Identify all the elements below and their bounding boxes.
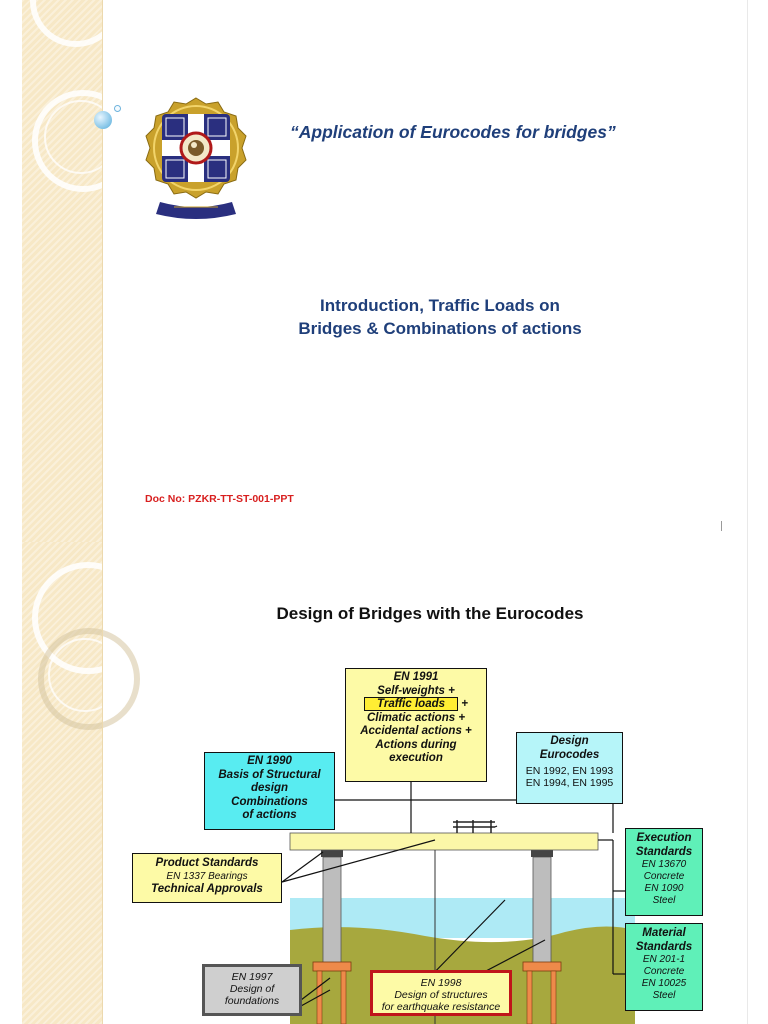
product-standards-line: EN 1337 Bearings (166, 870, 248, 882)
en1990-line: Combinations (231, 795, 308, 808)
left-pile-cap (313, 962, 351, 971)
en1991-line: Actions during (375, 738, 457, 751)
subtitle-line: Bridges & Combinations of actions (298, 319, 582, 338)
en1991-plus: + (461, 698, 468, 710)
presentation-subtitle (230, 294, 650, 340)
en1991-line: Climatic actions + (366, 711, 466, 724)
design-eurocodes-box (516, 732, 623, 804)
left-pier (323, 857, 341, 963)
decorative-side-rail (22, 0, 102, 542)
diagram-slide (0, 542, 768, 1024)
en1997-line: Design of (229, 983, 275, 995)
pile (317, 971, 322, 1024)
en1998-line: EN 1998 (420, 977, 462, 989)
material-standards-box (625, 923, 703, 1011)
subtitle-line: Introduction, Traffic Loads on (320, 296, 560, 315)
en1997-line: foundations (224, 995, 280, 1007)
rail-edge-line (102, 0, 103, 542)
execution-standards-line: Steel (652, 895, 676, 906)
decorative-side-rail (22, 542, 102, 1024)
crest-emblem-icon (140, 94, 252, 222)
material-standards-line: Standards (635, 940, 693, 953)
en1991-line: execution (389, 752, 443, 764)
en1991-title: EN 1991 (393, 671, 439, 683)
en1997-line: EN 1997 (231, 971, 273, 983)
deck-railing (453, 820, 495, 833)
en1998-box (370, 970, 512, 1016)
right-pile-cap (523, 962, 561, 971)
document-number: Doc No: PZKR-TT-ST-001-PPT (145, 493, 294, 505)
pile (341, 971, 346, 1024)
rail-edge-line (102, 542, 103, 1024)
en1998-line: for earthquake resistance (381, 1001, 501, 1013)
en1991-line: Accidental actions + (360, 725, 472, 737)
en1990-title: EN 1990 (247, 755, 292, 767)
bridge-deck (290, 833, 598, 850)
pile (551, 971, 556, 1024)
material-standards-line: Steel (652, 990, 676, 1001)
en1990-line: of actions (242, 809, 297, 821)
slide-edge-line (747, 542, 748, 1024)
execution-standards-line: Execution (636, 832, 692, 844)
en1998-line: Design of structures (394, 989, 488, 1001)
en1997-box (202, 964, 302, 1016)
slide-title: Design of Bridges with the Eurocodes (276, 604, 584, 623)
design-eurocodes-line: EN 1992, EN 1993 (525, 765, 614, 777)
execution-standards-line: EN 1090 (644, 883, 684, 894)
decorative-ring (48, 638, 122, 712)
bubble-dot-icon (94, 111, 112, 129)
text-cursor-mark (721, 521, 722, 531)
execution-standards-line: Standards (635, 845, 693, 858)
slide-edge-line (747, 0, 748, 542)
small-bubble-icon (114, 105, 121, 112)
product-standards-line: Technical Approvals (151, 882, 263, 895)
left-bearing (321, 850, 343, 857)
material-standards-line: EN 201-1 (642, 954, 686, 965)
material-standards-line: Material (642, 927, 686, 939)
traffic-loads-highlight: Traffic loads (364, 697, 458, 711)
eurocodes-bridge-diagram (125, 660, 715, 1024)
pile (527, 971, 532, 1024)
material-standards-line: Concrete (643, 966, 685, 977)
design-eurocodes-line: Design (550, 735, 589, 747)
execution-standards-line: EN 13670 (641, 859, 687, 870)
en1991-line: Self-weights + (377, 684, 455, 697)
en1990-line: Basis of Structural (218, 768, 321, 781)
right-pier (533, 857, 551, 963)
execution-standards-box (625, 828, 703, 916)
right-bearing (531, 850, 553, 857)
en1991-box (345, 668, 487, 782)
product-standards-box (132, 853, 282, 903)
design-eurocodes-line: EN 1994, EN 1995 (525, 777, 614, 789)
en1990-line: design (250, 782, 289, 794)
material-standards-line: EN 10025 (641, 978, 687, 989)
execution-standards-line: Concrete (643, 871, 685, 882)
decorative-ring (30, 0, 122, 47)
design-eurocodes-line: Eurocodes (539, 748, 600, 761)
en1990-box (204, 752, 335, 830)
presentation-title: “Application of Eurocodes for bridges” (290, 122, 616, 142)
product-standards-line: Product Standards (155, 857, 259, 869)
